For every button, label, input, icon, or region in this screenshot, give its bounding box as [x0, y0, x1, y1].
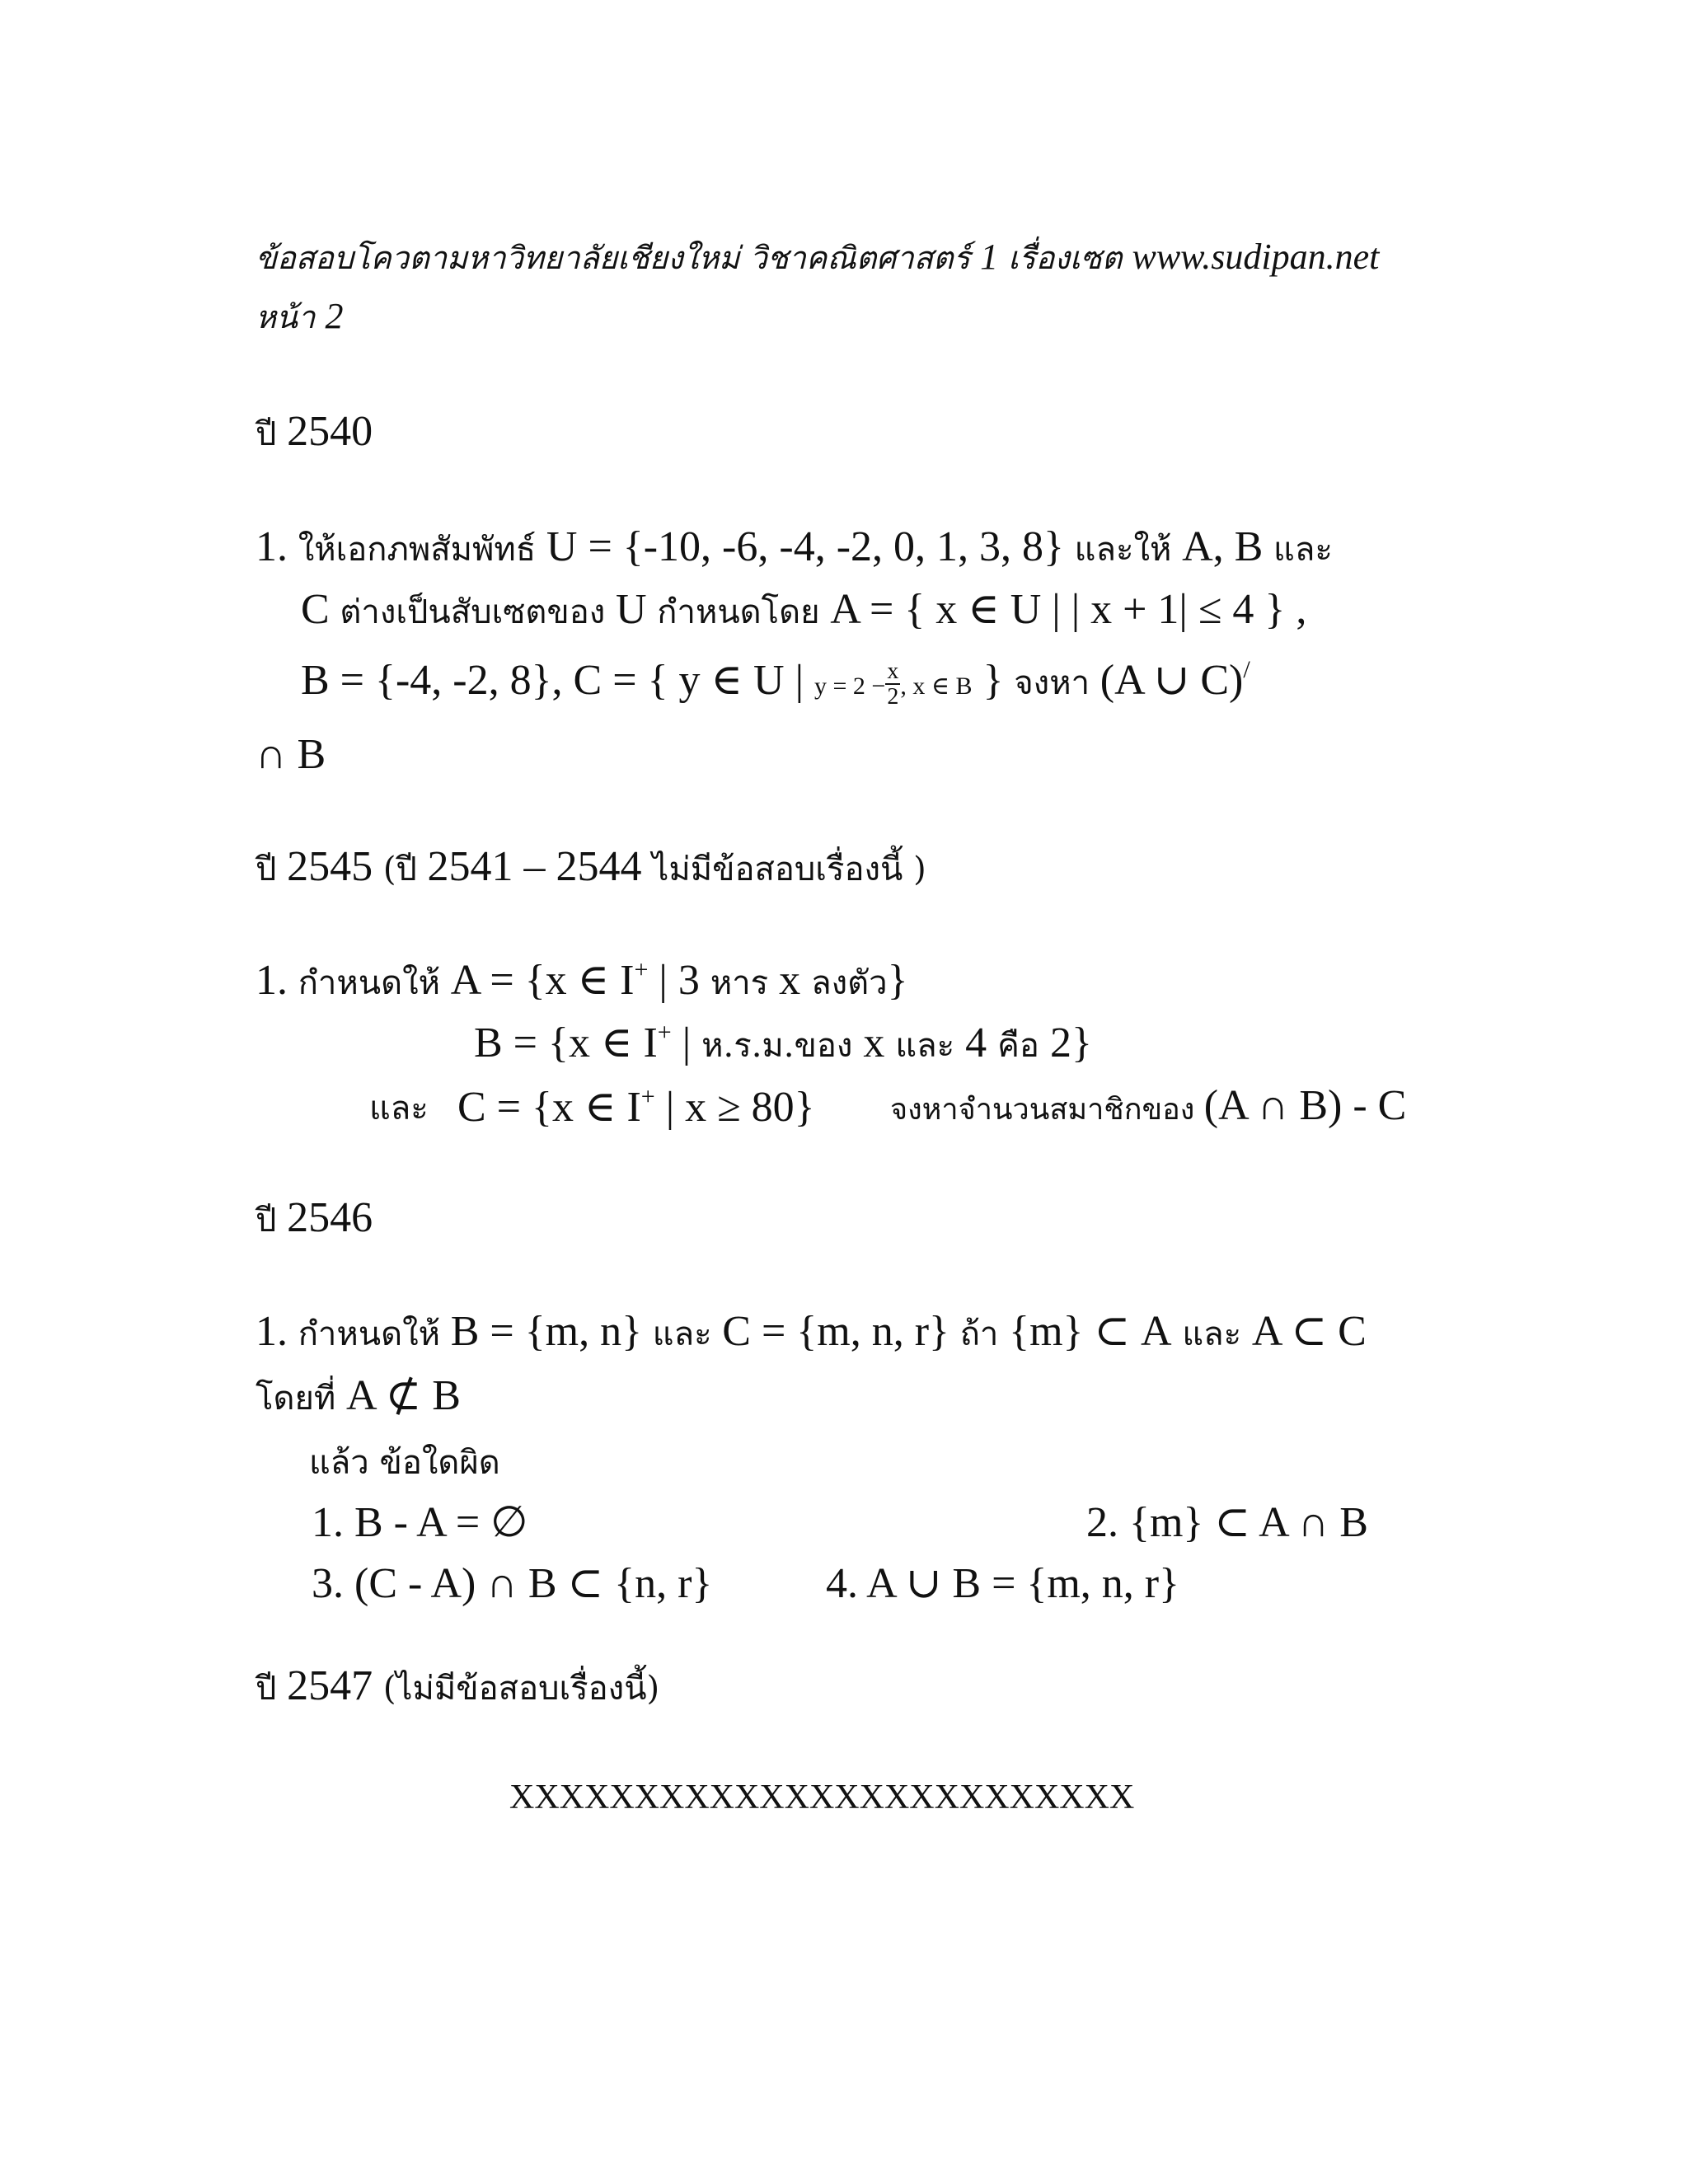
q2545-set-a: A = {x ∈ I — [450, 957, 635, 1004]
heading-2545-range: 2541 – 2544 — [427, 843, 642, 890]
q2540-text-defined: กำหนดโดย — [646, 593, 831, 631]
heading-2545-thai: ปี — [256, 851, 288, 888]
q2540-fraction — [885, 659, 900, 710]
q2545-line-b — [474, 1020, 1092, 1065]
heading-2546-thai: ปี — [256, 1202, 288, 1240]
heading-2547 — [256, 1662, 660, 1709]
q2545-sup-c: + — [640, 1083, 655, 1110]
q2545-line-c — [369, 1085, 429, 1127]
q2540-text-a: ให้เอกภพสัมพัทธ์ — [288, 531, 546, 569]
q2540-close-brace: } — [972, 657, 1004, 704]
q2546-number: 1. — [256, 1308, 288, 1355]
q2545-sup-b: + — [657, 1019, 672, 1046]
q2540-universe-set: U = {-10, -6, -4, -2, 0, 1, 3, 8} — [546, 523, 1064, 570]
footer-separator: XXXXXXXXXXXXXXXXXXXXXXXXX — [509, 1779, 1135, 1816]
heading-2545-note: ไม่มีข้อสอบเรื่องนี้ ) — [641, 851, 926, 888]
q2545-given: กำหนดให้ — [288, 964, 451, 1002]
page-header-line2 — [256, 298, 343, 335]
q2545-sup-a: + — [634, 956, 649, 983]
q2545-b-two: 2} — [1039, 1019, 1092, 1066]
q2540-number: 1. — [256, 523, 288, 570]
fraction-numerator: x — [887, 658, 899, 684]
q2546-a-not-subset-b: A ⊄ B — [345, 1372, 461, 1419]
q2546-given: กำหนดให้ — [288, 1315, 451, 1353]
q2545-a-evenly: ลงตัว — [811, 964, 888, 1002]
q2545-expression: (A ∩ B) - C — [1203, 1082, 1407, 1129]
q2545-b-gcd: ห.ร.ม.ของ — [701, 1027, 853, 1065]
q2540-set-u: U — [616, 586, 647, 633]
q2540-intersect-b: ∩ B — [256, 731, 326, 778]
header-url: www.sudipan.net — [1132, 237, 1380, 277]
heading-2547-thai: ปี — [256, 1670, 288, 1708]
q2540-text-d: และ — [1263, 531, 1333, 569]
heading-2547-year: 2547 — [287, 1662, 373, 1709]
q2545-c-cond: | x ≥ 80} — [654, 1084, 815, 1131]
q2546-choice-3: 3. (C - A) ∩ B ⊂ {n, r} — [312, 1560, 713, 1607]
q2545-number: 1. — [256, 957, 288, 1004]
q2540-expression: (A ∪ C) — [1100, 657, 1244, 704]
q2545-b-bar: | — [671, 1019, 702, 1066]
q2545-c-and: และ — [369, 1090, 429, 1127]
q2546-line3 — [309, 1439, 500, 1482]
q2545-set-b: B = {x ∈ I — [474, 1019, 658, 1066]
header-title-thai: ข้อสอบโควตามหาวิทยาลัยเชียงใหม่ วิชาคณิตศาสตร์ — [256, 240, 981, 276]
q2540-set-c: C — [301, 586, 330, 633]
heading-2545-year: 2545 — [287, 843, 373, 890]
q2540-sets-ab: A, B — [1182, 523, 1264, 570]
q2546-set-c: C = {m, n, r} — [722, 1308, 950, 1355]
q2545-ask: จงหาจำนวนสมาชิกของ — [890, 1093, 1204, 1127]
header-page-number: 2 — [325, 296, 344, 336]
q2540-set-a-def: A = { x ∈ U | | x + 1| ≤ 4 } , — [830, 586, 1307, 633]
q2546-choice-4: 4. A ∪ B = {m, n, r} — [826, 1560, 1180, 1607]
q2546-which-wrong: แล้ว ข้อใดผิด — [309, 1444, 500, 1482]
q2545-line-a — [256, 958, 908, 1002]
q2540-condition: , x ∈ B — [900, 673, 973, 700]
q2545-line-c-ask — [890, 1082, 1407, 1129]
q2545-a-x: x — [768, 957, 812, 1004]
heading-2545 — [256, 843, 926, 890]
heading-2540 — [256, 410, 373, 453]
q2546-a-subset-c: A ⊂ C — [1251, 1308, 1367, 1355]
page-header-line1 — [256, 239, 1379, 275]
q2540-line3 — [301, 658, 1250, 709]
q2546-line2 — [256, 1372, 461, 1419]
q2540-find-text: จงหา — [1003, 664, 1100, 702]
q2546-choice-2: 2. {m} ⊂ A ∩ B — [1086, 1499, 1368, 1546]
q2546-m-subset-a: {m} ⊂ A — [1009, 1308, 1172, 1355]
q2540-line4 — [256, 733, 326, 776]
heading-2546-year: 2546 — [287, 1194, 373, 1241]
q2545-b-and: และ — [895, 1027, 955, 1065]
q2545-a-close: } — [887, 957, 908, 1004]
q2546-set-b: B = {m, n} — [450, 1308, 643, 1355]
q2546-line1 — [256, 1310, 1367, 1353]
q2546-where: โดยที่ — [256, 1380, 346, 1418]
heading-2545-paren: (ปี — [373, 851, 428, 888]
q2545-b-is: คือ — [997, 1027, 1039, 1065]
heading-2540-thai: ปี — [256, 415, 288, 453]
q2545-set-c: C = {x ∈ I — [457, 1084, 641, 1131]
q2545-a-divide: หาร — [710, 964, 769, 1002]
heading-2547-note: (ไม่มีข้อสอบเรื่องนี้) — [373, 1670, 660, 1708]
q2545-b-x: x — [852, 1019, 896, 1066]
q2546-choice-1: 1. B - A = ∅ — [312, 1499, 528, 1546]
q2540-text-subset: ต่างเป็นสับเซตของ — [329, 593, 616, 631]
q2545-line-c-set — [457, 1085, 815, 1129]
header-page-label: หน้า — [256, 299, 326, 335]
q2540-y-formula: y = 2 − — [814, 673, 886, 700]
header-title-num: 1 — [980, 237, 999, 277]
q2545-a-three: | 3 — [648, 957, 710, 1004]
q2540-line2 — [301, 588, 1306, 631]
q2545-b-four: 4 — [954, 1019, 998, 1066]
q2546-and-1: และ — [642, 1315, 723, 1353]
q2540-line1 — [256, 523, 1333, 570]
fraction-denominator: 2 — [887, 684, 899, 710]
heading-2540-year: 2540 — [287, 408, 373, 455]
heading-2546 — [256, 1194, 373, 1241]
q2540-text-b: และให้ — [1063, 531, 1183, 569]
q2546-and-2: และ — [1171, 1315, 1252, 1353]
q2540-complement-mark: / — [1243, 656, 1250, 683]
q2540-set-b-def: B = {-4, -2, 8}, C = { y ∈ U | — [301, 657, 814, 704]
q2546-if: ถ้า — [950, 1315, 1010, 1353]
header-topic-thai: เรื่องเซต — [998, 240, 1132, 276]
